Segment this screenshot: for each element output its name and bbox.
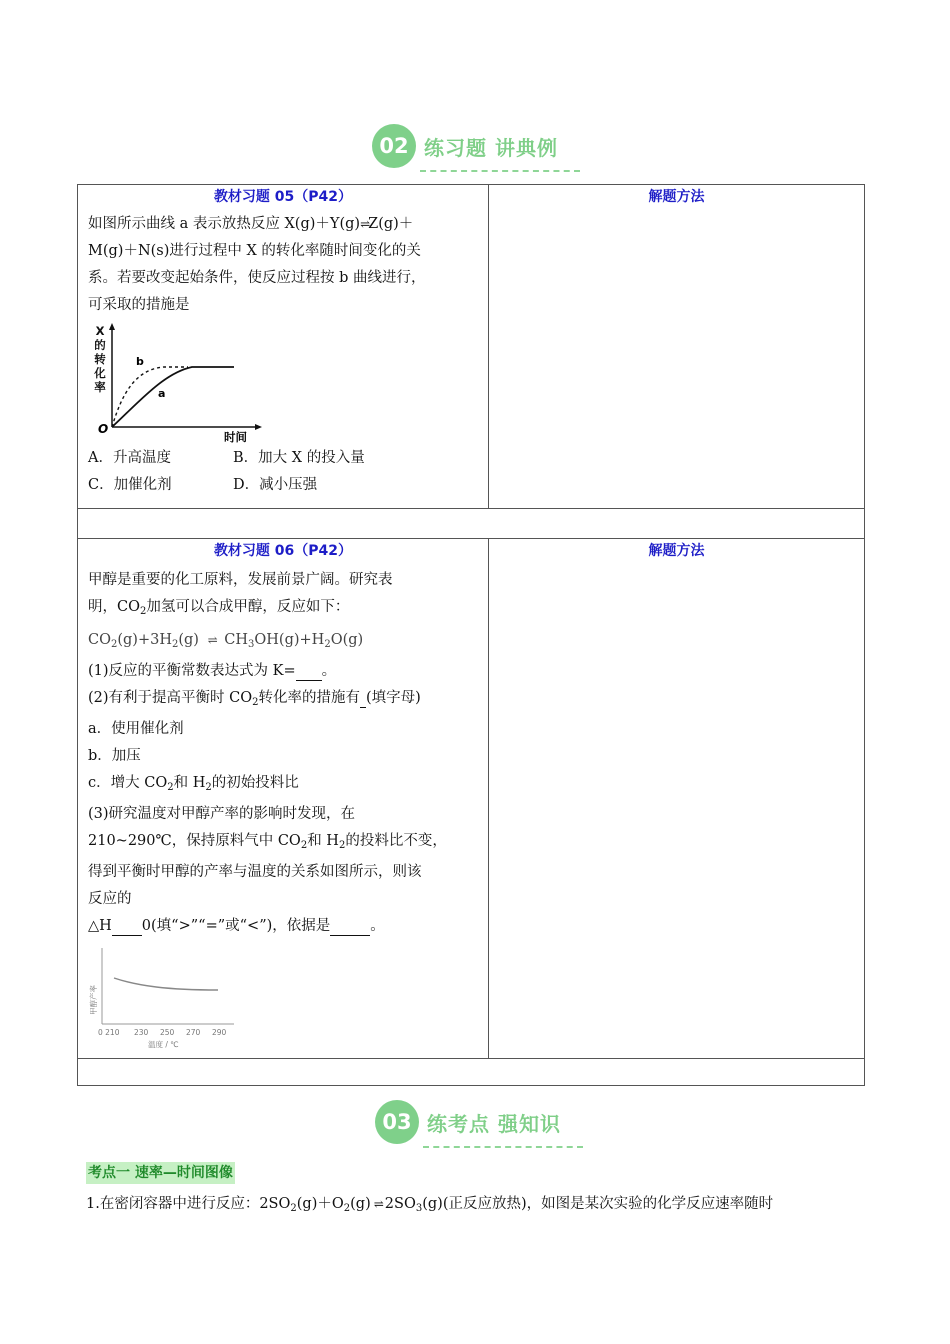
ex06-q1-end: 。 <box>321 663 337 679</box>
eq-sub: 3 <box>248 639 255 650</box>
q1-text: 2SO <box>384 1196 416 1212</box>
eq-h2: (g)+3H <box>117 632 172 648</box>
ex05-text-line1b: Z(g)＋ <box>368 216 414 232</box>
ex06-q3-2a: 210~290℃，保持原料气中 CO <box>88 833 301 849</box>
graph-y-label <box>93 324 106 394</box>
eq-sub: 2 <box>171 639 179 650</box>
equilibrium-arrow-icon: ⇌ <box>373 1197 382 1211</box>
ex06-q3-2c: 的投料比不变， <box>345 833 447 849</box>
eq-h2o-rest: O(g) <box>330 632 364 648</box>
option-b[interactable]: B．加大 X 的投入量 <box>233 450 365 466</box>
ex06-opt-c[interactable] <box>88 770 480 801</box>
x-tick-label: 230 <box>134 1028 149 1037</box>
ex06-q3-5b: 0(填“>”“=”或“<”)，依据是 <box>141 918 331 934</box>
opt-c-sub: 2 <box>167 782 174 793</box>
ex05-options-row2 <box>88 472 480 499</box>
section-number-badge: 02 <box>372 124 416 168</box>
ex06-q1: (1)反应的平衡常数表达式为 K= <box>88 663 296 679</box>
equilibrium-arrow-icon: ⇌ <box>207 633 216 647</box>
q1-text: (g) <box>350 1196 371 1212</box>
answer-blank[interactable] <box>112 917 142 936</box>
opt-c-text: c．增大 CO <box>88 775 168 791</box>
ex06-q3-2b: 和 H <box>307 833 339 849</box>
ex06-q2sub: 2 <box>252 697 259 708</box>
opt-c-text: 的初始投料比 <box>211 775 299 791</box>
exercise-05-body <box>78 211 488 503</box>
ex06-q3-1: (3)研究温度对甲醇产率的影响时发现，在 <box>88 806 356 822</box>
section-title: 练考点 强知识 <box>427 1112 561 1136</box>
exercise-table <box>77 184 865 1086</box>
q1-sub: 3 <box>415 1203 423 1214</box>
ex06-q3-4: 反应的 <box>88 891 132 907</box>
graph-origin: O <box>98 422 109 436</box>
ex05-text-line3: 系。若要改变起始条件，使反应过程按 b 曲线进行， <box>88 270 426 286</box>
ex06-opt-a[interactable]: a．使用催化剂 <box>88 721 184 737</box>
exercise-05-cell <box>78 185 489 509</box>
y-label-char: 化 <box>94 366 106 380</box>
opt-c-text: 和 H <box>173 775 206 791</box>
exercise-06-method-cell <box>489 539 865 1059</box>
graph-x-label: 温度 / ℃ <box>148 1040 179 1049</box>
y-label-char: 转 <box>94 352 106 366</box>
ex06-q2c: (填字母) <box>366 690 421 706</box>
curve-a-label: a <box>158 387 166 400</box>
q1-text: (g)(正反应放热)，如图是某次实验的化学反应速率随时 <box>422 1196 774 1212</box>
x-tick-label: 250 <box>160 1028 175 1037</box>
ex05-text-line4: 可采取的措施是 <box>88 297 190 313</box>
conversion-time-graph <box>88 321 263 445</box>
section-underline <box>420 170 580 172</box>
y-label-char: 的 <box>94 338 106 352</box>
ex06-line2b: 加氢可以合成甲醇，反应如下： <box>146 599 350 615</box>
ex06-opt-b[interactable]: b．加压 <box>88 748 141 764</box>
yield-temperature-graph <box>88 944 248 1054</box>
x-tick-label: 290 <box>212 1028 227 1037</box>
ex05-text-line1: 如图所示曲线 a 表示放热反应 X(g)＋Y(g) <box>88 216 361 232</box>
ex06-q3-sub: 2 <box>338 840 346 851</box>
kaodian-question-1 <box>86 1192 773 1214</box>
eq-h2o: OH(g)+H <box>254 632 325 648</box>
yield-curve <box>114 978 218 990</box>
exercise-06-method-header: 解题方法 <box>648 543 705 559</box>
ex06-q3-3: 得到平衡时甲醇的产率与温度的关系如图所示，则该 <box>88 864 422 880</box>
section-header-03 <box>0 1100 950 1152</box>
curve-b-label: b <box>136 355 144 368</box>
y-axis-arrow-icon <box>109 323 115 330</box>
eq-co2: CO <box>88 632 111 648</box>
y-label-char: X <box>95 324 105 338</box>
ex05-text-line2: M(g)＋N(s)进行过程中 X 的转化率随时间变化的关 <box>88 243 421 259</box>
x-axis-arrow-icon <box>255 424 262 430</box>
curve-a <box>112 367 234 427</box>
answer-blank[interactable] <box>296 662 322 681</box>
q1-sub: 2 <box>343 1203 351 1214</box>
exercise-05-answer-row <box>78 509 865 539</box>
eq-sub: 2 <box>110 639 118 650</box>
ex06-q2a: (2)有利于提高平衡时 CO <box>88 690 253 706</box>
y-label-char: 率 <box>94 380 106 394</box>
graph-x-label: 时间 <box>224 430 247 444</box>
eq-ch3oh: CH <box>224 632 248 648</box>
q1-sub: 2 <box>290 1203 297 1214</box>
section-title: 练习题 讲典例 <box>424 136 558 160</box>
equilibrium-arrow-icon: ⇌ <box>360 217 369 231</box>
section-number-badge: 03 <box>375 1100 419 1144</box>
eq-h2-state: (g) <box>178 632 199 648</box>
exercise-05-method-cell <box>489 185 865 509</box>
ex06-q3-sub: 2 <box>300 840 308 851</box>
exercise-06-body <box>78 567 488 1058</box>
section-header-02 <box>0 124 950 176</box>
kaodian-title: 考点一 速率—时间图像 <box>86 1162 235 1184</box>
ex06-line2sub: 2 <box>139 606 147 617</box>
x-tick-label: 0 210 <box>98 1028 120 1037</box>
curve-b <box>112 367 188 427</box>
exercise-06-answer-row <box>78 1059 865 1086</box>
option-d[interactable]: D．减小压强 <box>233 477 318 493</box>
option-c[interactable]: C．加催化剂 <box>88 477 172 493</box>
x-tick-label: 270 <box>186 1028 201 1037</box>
ex06-q3-5c: 。 <box>370 918 385 934</box>
ex06-q2b: 转化率的措施有 <box>258 690 361 706</box>
answer-blank[interactable] <box>330 917 370 936</box>
q1-text: (g)＋O <box>296 1196 344 1212</box>
ex05-options-row1 <box>88 445 480 472</box>
exercise-06-cell <box>78 539 489 1059</box>
option-a[interactable]: A．升高温度 <box>88 450 171 466</box>
ex06-q3-5a: △H <box>88 918 112 934</box>
exercise-05-method-header: 解题方法 <box>648 189 705 205</box>
graph-y-label: 甲醇产率 <box>89 985 98 1015</box>
ex06-line2a: 明，CO <box>88 599 140 615</box>
opt-c-sub: 2 <box>205 782 212 793</box>
exercise-06-header: 教材习题 06（P42） <box>213 543 353 559</box>
q1-text: 1.在密闭容器中进行反应：2SO <box>86 1196 291 1212</box>
ex06-equation <box>88 627 480 658</box>
section-underline <box>423 1146 583 1148</box>
eq-sub: 2 <box>324 639 331 650</box>
ex06-line1: 甲醇是重要的化工原料，发展前景广阔。研究表 <box>88 572 393 588</box>
exercise-05-header: 教材习题 05（P42） <box>213 189 353 205</box>
